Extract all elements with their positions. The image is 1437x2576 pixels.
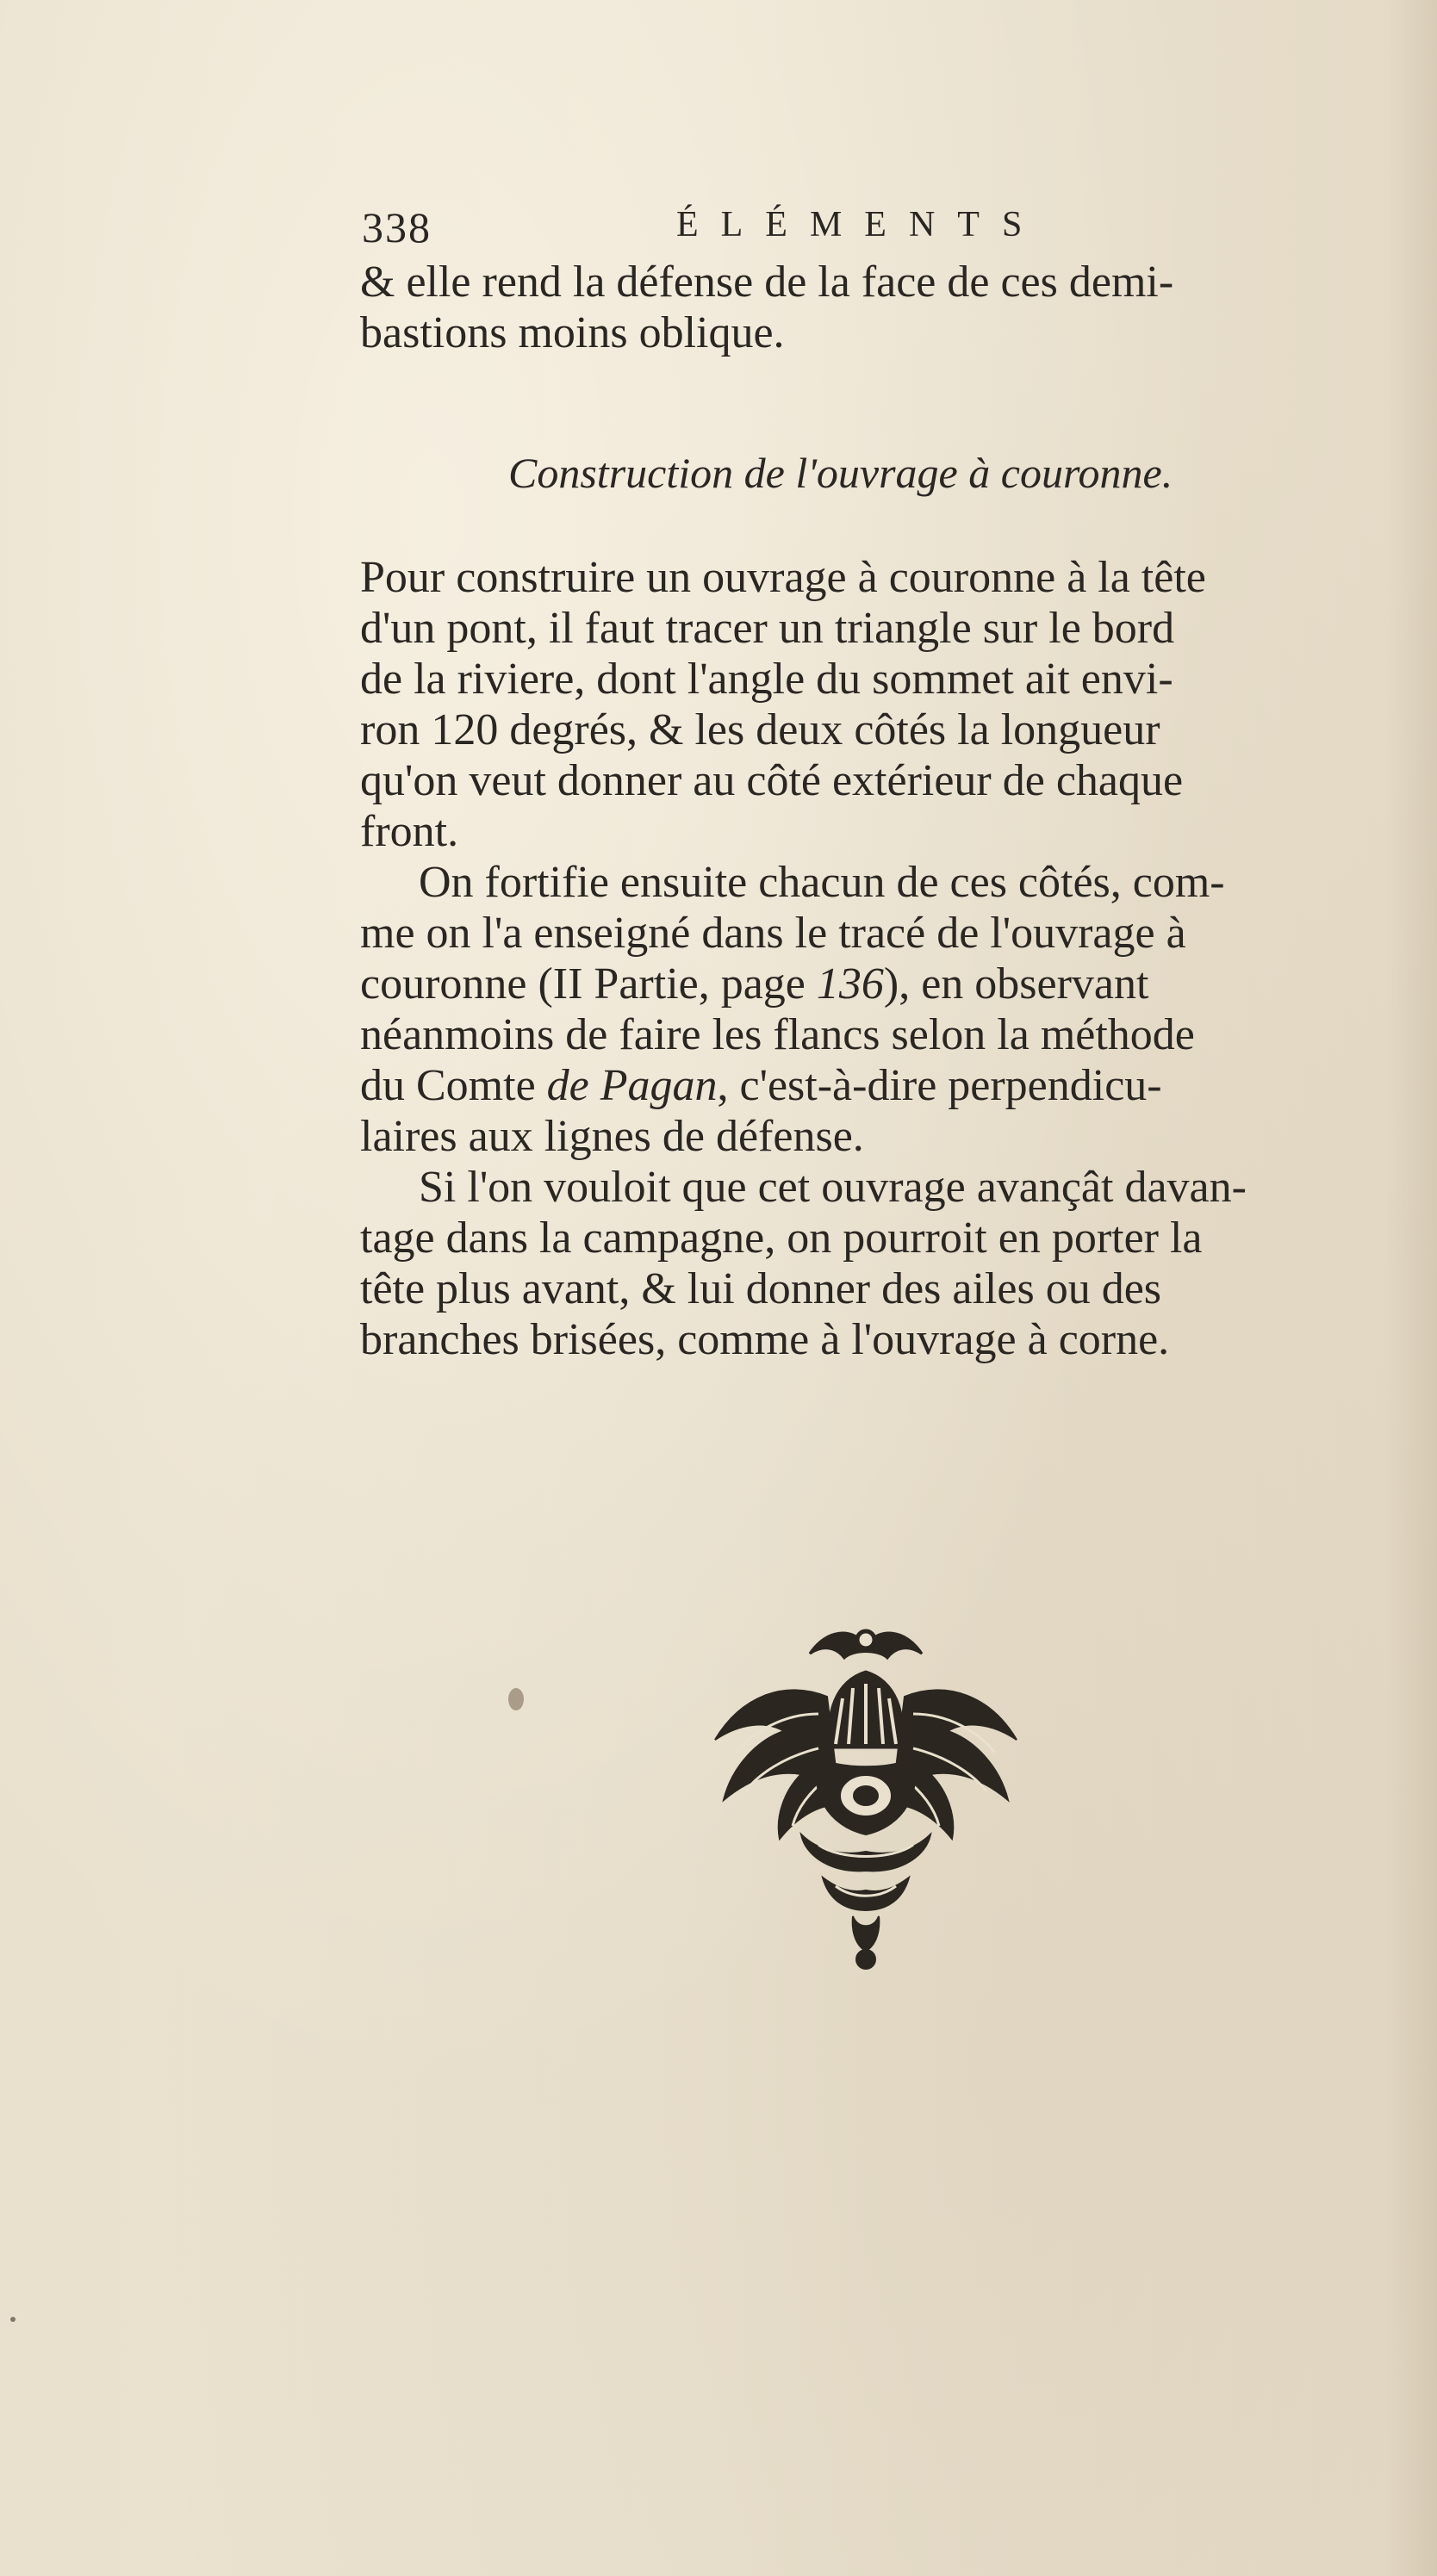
text-line: ron 120 degrés, & les deux côtés la longueur <box>360 705 1160 754</box>
text-line <box>360 1060 1411 1111</box>
page-reference: 136 <box>816 959 884 1009</box>
continuation-text <box>360 257 1411 358</box>
text-fragment: couronne (II Partie, page <box>360 959 817 1009</box>
page-number: 338 <box>362 203 432 251</box>
text-line: Si l'on vouloit que cet ouvrage avançât davan- <box>419 1163 1247 1212</box>
text-line: bastions moins oblique. <box>360 308 785 357</box>
running-head <box>362 202 1137 263</box>
text-fragment: du Comte <box>360 1061 547 1110</box>
paper-speck <box>10 2317 16 2322</box>
ink-spot <box>508 1688 524 1710</box>
text-line: On fortifie ensuite chacun de ces côtés, com- <box>419 858 1225 907</box>
text-line: tage dans la campagne, on pourroit en porter la <box>360 1214 1203 1263</box>
text-line: front. <box>360 807 459 856</box>
person-name: de Pagan <box>546 1061 718 1110</box>
text-fragment: ), en observant <box>883 959 1149 1009</box>
text-line: & elle rend la défense de la face de ces demi- <box>360 258 1174 307</box>
text-line: tête plus avant, & lui donner des ailes ou des <box>360 1264 1162 1313</box>
text-line: me on l'a enseigné dans le tracé de l'ouvrage à <box>360 909 1186 958</box>
running-title: ÉLÉMENTS <box>676 205 1045 245</box>
text-line: laires aux lignes de défense. <box>360 1112 864 1161</box>
text-line: d'un pont, il faut tracer un triangle sur le bord <box>360 604 1175 653</box>
fleuron-ornament-icon <box>681 1619 1051 1972</box>
text-line: de la riviere, dont l'angle du sommet ait envi- <box>360 655 1173 704</box>
text-line <box>360 959 1411 1009</box>
text-line: Pour construire un ouvrage à couronne à la tête <box>360 553 1206 602</box>
text-line: néanmoins de faire les flancs selon la méthode <box>360 1010 1195 1059</box>
section-heading: Construction de l'ouvrage à couronne. <box>508 449 1173 497</box>
text-line: qu'on veut donner au côté extérieur de chaque <box>360 756 1184 805</box>
text-line: branches brisées, comme à l'ouvrage à corne. <box>360 1315 1170 1364</box>
text-fragment: , c'est-à-dire perpendicu- <box>717 1061 1162 1110</box>
body-text <box>360 552 1411 1365</box>
